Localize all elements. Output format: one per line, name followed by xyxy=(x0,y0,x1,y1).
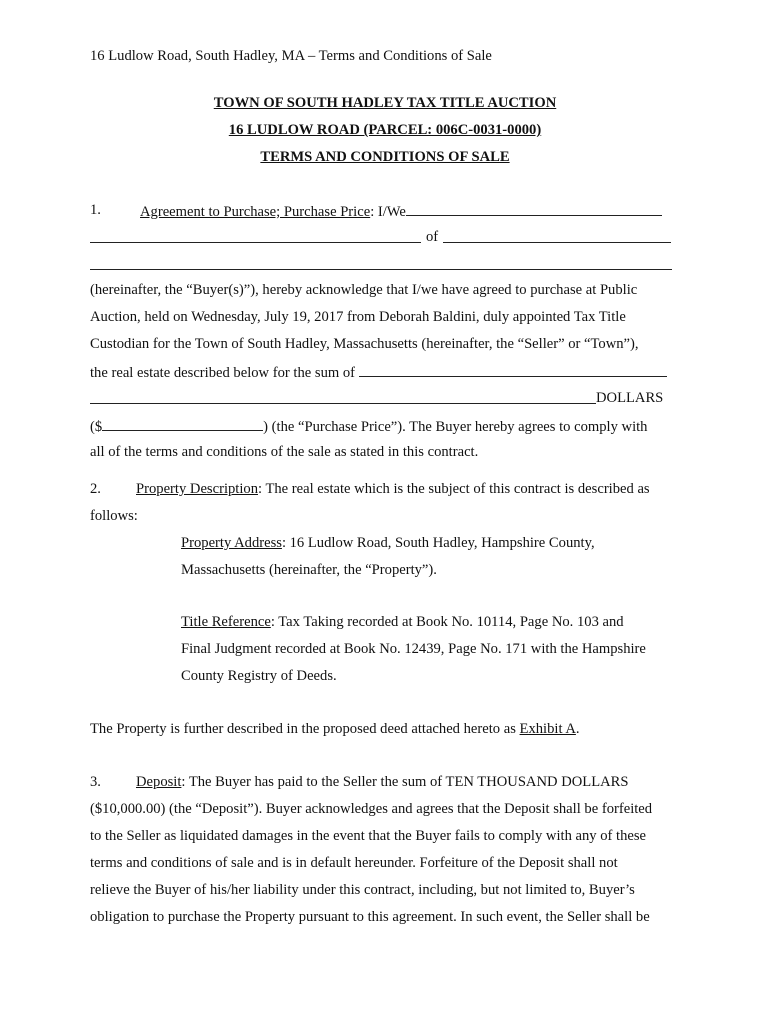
property-address-line-2: Massachusetts (hereinafter, the “Property”). xyxy=(181,562,437,578)
title-reference-line-2: Final Judgment recorded at Book No. 12439, Page No. 171 with the Hampshire xyxy=(181,641,646,657)
price-line xyxy=(90,416,647,436)
buyer-address-field[interactable] xyxy=(443,242,671,243)
follows-text: follows: xyxy=(90,508,138,524)
sum-label: the real estate described below for the sum of xyxy=(90,365,359,381)
property-address xyxy=(181,534,595,552)
title-reference-line-3: County Registry of Deeds. xyxy=(181,668,337,684)
buyer-name-field[interactable] xyxy=(406,201,662,216)
title-line-3: TERMS AND CONDITIONS OF SALE xyxy=(260,149,510,165)
section-1-body-2: Auction, held on Wednesday, July 19, 2017 from Deborah Baldini, duly appointed Tax Title xyxy=(90,309,626,325)
section-2-number: 2. xyxy=(90,481,101,497)
section-2-lead: : The real estate which is the subject of this contract is described as xyxy=(258,481,650,497)
title-line-1: TOWN OF SOUTH HADLEY TAX TITLE AUCTION xyxy=(213,95,557,111)
page-header: 16 Ludlow Road, South Hadley, MA – Terms and Conditions of Sale xyxy=(90,48,492,64)
section-1-number: 1. xyxy=(90,202,101,218)
exhibit-a-link[interactable]: Exhibit A xyxy=(519,721,576,737)
title-line-2: 16 LUDLOW ROAD (PARCEL: 006C-0031-0000) xyxy=(228,122,542,138)
section-3-body-2: to the Seller as liquidated damages in the event that the Buyer fails to comply with any of these xyxy=(90,828,647,844)
section-2-heading: Property Description xyxy=(136,481,258,497)
section-1-heading: Agreement to Purchase; Purchase Price xyxy=(140,204,371,220)
section-3-body-3: terms and conditions of sale and is in default hereunder. Forfeiture of the Deposit shall not xyxy=(90,855,618,871)
section-1-body-3: Custodian for the Town of South Hadley, Massachusetts (hereinafter, the “Seller” or “Town”), xyxy=(90,336,639,352)
further-description xyxy=(90,720,580,738)
section-3-body-5: obligation to purchase the Property pursuant to this agreement. In such event, the Seller shall be xyxy=(90,909,650,925)
section-3-intro xyxy=(136,773,629,791)
section-1-body-4 xyxy=(90,362,667,382)
section-1-lead: : I/We xyxy=(370,204,406,220)
property-address-label: Property Address xyxy=(181,535,282,551)
of-label: of xyxy=(426,229,439,245)
section-3-body-4: relieve the Buyer of his/her liability under this contract, including, but not limited to, Buyer’s xyxy=(90,882,635,898)
purchase-price-field[interactable] xyxy=(102,416,263,431)
purchase-sum-words-field[interactable] xyxy=(90,403,596,404)
paren-open: ($ xyxy=(90,419,103,435)
title-reference xyxy=(181,613,624,631)
section-3-lead: : The Buyer has paid to the Seller the sum of TEN THOUSAND DOLLARS xyxy=(181,774,629,790)
section-3-number: 3. xyxy=(90,774,101,790)
title-reference-text: : Tax Taking recorded at Book No. 10114, Page No. 103 and xyxy=(270,614,624,630)
section-1-last: all of the terms and conditions of the sale as stated in this contract. xyxy=(90,444,479,460)
section-3-heading: Deposit xyxy=(136,774,182,790)
title-reference-label: Title Reference xyxy=(181,614,271,630)
section-2-intro xyxy=(136,480,650,498)
price-tail: ) (the “Purchase Price”). The Buyer hereby agrees to comply with xyxy=(263,419,648,435)
further-period: . xyxy=(575,721,580,737)
buyer-name-field-2[interactable] xyxy=(90,242,421,243)
dollars-label: DOLLARS xyxy=(596,390,664,406)
property-address-text: : 16 Ludlow Road, South Hadley, Hampshire County, xyxy=(281,535,595,551)
purchase-sum-field[interactable] xyxy=(359,362,667,377)
further-text: The Property is further described in the proposed deed attached hereto as xyxy=(90,721,520,737)
section-1-body-1: (hereinafter, the “Buyer(s)”), hereby acknowledge that I/we have agreed to purchase at Public xyxy=(90,282,638,298)
buyer-address-field-2[interactable] xyxy=(90,269,672,270)
section-3-body-1: ($10,000.00) (the “Deposit”). Buyer acknowledges and agrees that the Deposit shall be forfeited xyxy=(90,801,653,817)
section-1-intro xyxy=(140,201,662,221)
